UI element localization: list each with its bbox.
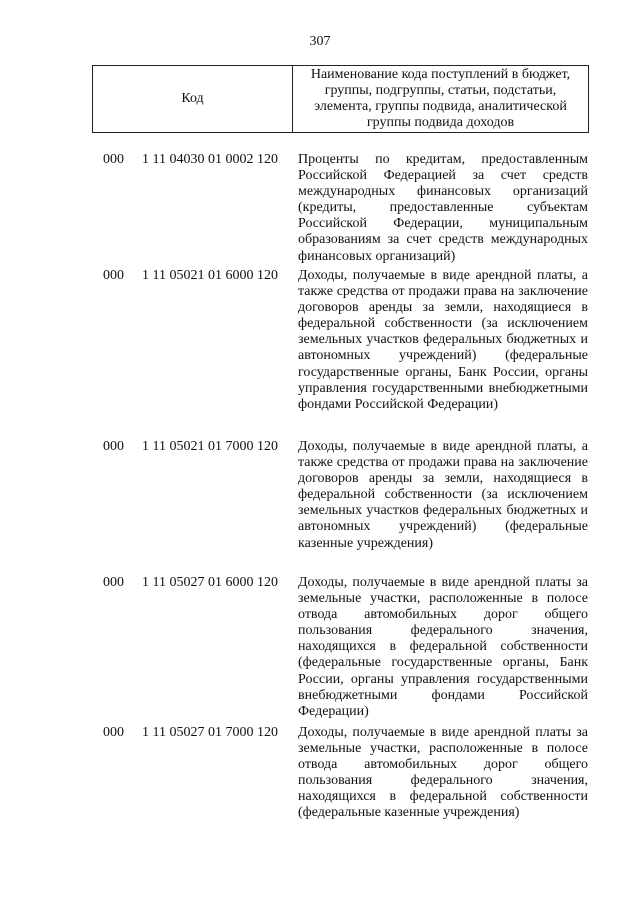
admin-code: 000: [103, 152, 124, 167]
table-row: [0, 268, 640, 439]
revenue-code: 1 11 05021 01 7000 120: [142, 439, 278, 454]
revenue-description: Проценты по кредитам, предоставленным Российской Федерацией за счет средств международных финансовых организаций (кредиты, предоставленные субъектам Российской Федерации, муниципальным образованиям за счет средств международных финансовых организаций): [298, 152, 588, 264]
revenue-code: 1 11 05021 01 6000 120: [142, 268, 278, 283]
revenue-code: 1 11 05027 01 6000 120: [142, 575, 278, 590]
revenue-code: 1 11 04030 01 0002 120: [142, 152, 278, 167]
table-row: [0, 725, 640, 822]
revenue-code-list: [0, 152, 640, 822]
admin-code: 000: [103, 439, 124, 454]
revenue-code: 1 11 05027 01 7000 120: [142, 725, 278, 740]
table-row: [0, 439, 640, 575]
table-row: [0, 152, 640, 268]
admin-code: 000: [103, 268, 124, 283]
revenue-description: Доходы, получаемые в виде арендной платы за земельные участки, расположенные в полосе отвода автомобильных дорог общего пользования федерального значения, находящихся в федеральной собственности (федеральные казенные учреждения): [298, 725, 588, 821]
revenue-description: Доходы, получаемые в виде арендной платы, а также средства от продажи права на заключение договоров аренды за земли, находящиеся в федеральной собственности (за исключением земельных участков федеральных бюджетных и автономных учреждений) (федеральные казенные учреждения): [298, 439, 588, 551]
header-name: Наименование кода поступлений в бюджет, группы, подгруппы, статьи, подстатьи, элемента, группы подвида, аналитической группы подвида доходов: [310, 67, 571, 130]
table-header: [92, 65, 589, 133]
revenue-description: Доходы, получаемые в виде арендной платы, а также средства от продажи права на заключение договоров аренды за земли, находящиеся в федеральной собственности (за исключением земельных участков федеральных бюджетных и автономных учреждений) (федеральные государственные органы, Банк России, органы управления государственными внебюджетными фондами Российской Федерации): [298, 268, 588, 412]
table-row: [0, 575, 640, 725]
page-number: 307: [309, 34, 331, 49]
header-code: Код: [93, 66, 293, 132]
admin-code: 000: [103, 725, 124, 740]
admin-code: 000: [103, 575, 124, 590]
revenue-description: Доходы, получаемые в виде арендной платы за земельные участки, расположенные в полосе отвода автомобильных дорог общего пользования федерального значения, находящихся в федеральной собственности (федеральные государственные органы, Банк России, органы управления государственными внебюджетными фондами Российской Федерации): [298, 575, 588, 719]
